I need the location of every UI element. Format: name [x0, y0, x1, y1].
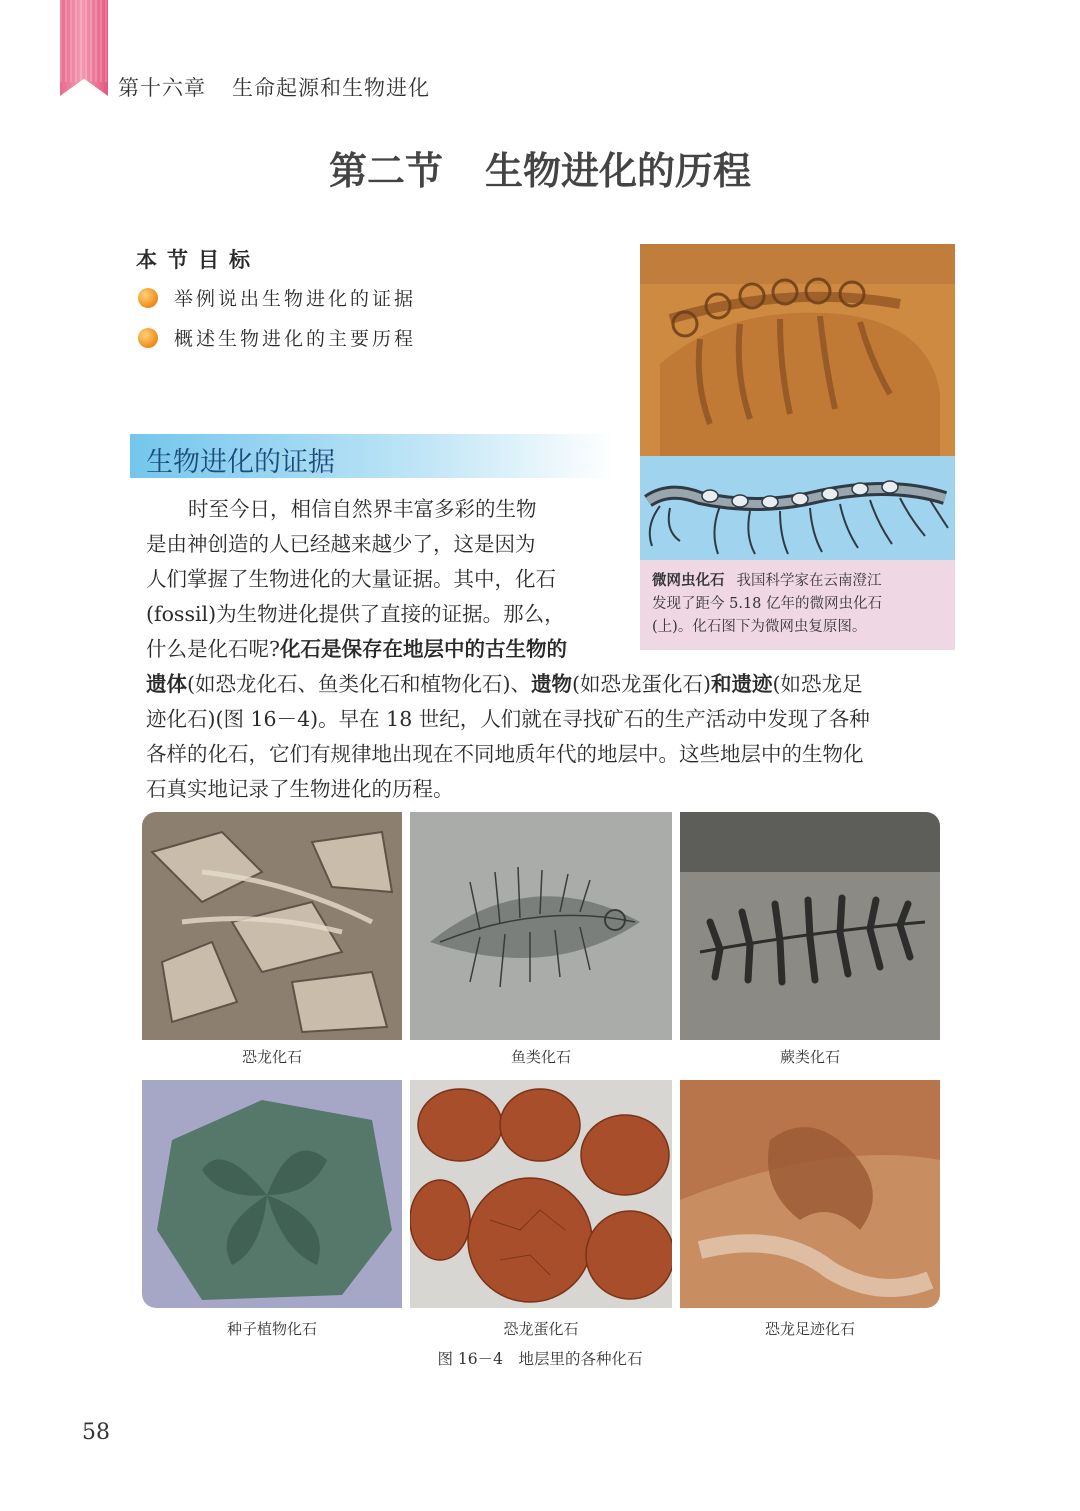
chapter-header — [118, 72, 430, 102]
body-line: 时至今日，相信自然界丰富多彩的生物 — [188, 497, 537, 521]
caption-line: (上)。化石图下为微网虫复原图。 — [652, 619, 867, 635]
body-text: (如恐龙蛋化石) — [572, 672, 711, 696]
body-line: 迹化石)(图 16－4)。早在 18 世纪，人们就在寻找矿石的生产活动中发现了各种 — [146, 707, 870, 731]
photo-caption: 鱼类化石 — [510, 1048, 571, 1066]
seed-plant-fossil-photo — [142, 1080, 402, 1308]
orange-bullet-icon — [138, 288, 158, 308]
microdictyon-fossil-photo — [640, 244, 955, 456]
microdictyon-reconstruction-drawing — [640, 456, 955, 560]
dinosaur-egg-fossil-photo — [410, 1080, 672, 1308]
body-line — [146, 667, 941, 702]
body-bold-text: 遗体 — [146, 672, 187, 696]
body-text: 什么是化石呢? — [146, 637, 280, 661]
section-name: 生物进化的历程 — [485, 149, 752, 193]
dinosaur-fossil-photo — [142, 812, 402, 1040]
body-line: 石真实地记录了生物进化的历程。 — [146, 777, 454, 801]
caption-line: 发现了距今 5.18 亿年的微网虫化石 — [652, 596, 883, 612]
body-text: (如恐龙足 — [772, 672, 863, 696]
chapter-title: 生命起源和生物进化 — [232, 76, 430, 100]
goal-item — [138, 284, 416, 311]
body-line — [146, 632, 626, 667]
body-bold-text: 和 — [711, 672, 732, 696]
figure-caption: 图 16－4 地层里的各种化石 — [437, 1350, 643, 1368]
photo-caption: 恐龙化石 — [241, 1048, 302, 1066]
goal-item — [138, 324, 416, 351]
body-bold-text: 遗迹 — [731, 672, 773, 696]
fish-fossil-photo — [410, 812, 672, 1040]
body-line: 人们掌握了生物进化的大量证据。其中，化石 — [146, 567, 556, 591]
section-number: 第二节 — [328, 149, 443, 193]
photo-caption: 蕨类化石 — [779, 1048, 840, 1066]
photo-caption: 种子植物化石 — [226, 1320, 317, 1338]
section-title — [0, 140, 1080, 195]
body-line: 是由神创造的人已经越来越少了，这是因为 — [146, 532, 536, 556]
photo-caption: 恐龙蛋化石 — [503, 1320, 579, 1338]
ribbon-texture — [60, 0, 108, 82]
goals-heading: 本节目标 — [136, 248, 260, 272]
dinosaur-footprint-fossil-photo — [680, 1080, 940, 1308]
body-line: (fossil)为生物进化提供了直接的证据。那么， — [146, 602, 565, 626]
goal-text: 举例说出生物进化的证据 — [174, 288, 417, 310]
subsection-heading: 生物进化的证据 — [146, 447, 335, 478]
side-figure-caption — [640, 560, 955, 650]
body-text: (如恐龙化石、鱼类化石和植物化石)、 — [187, 672, 531, 696]
body-line: 各样的化石，它们有规律地出现在不同地质年代的地层中。这些地层中的生物化 — [146, 742, 864, 766]
photo-caption: 恐龙足迹化石 — [764, 1320, 855, 1338]
chapter-number: 第十六章 — [118, 76, 206, 100]
page-number: 58 — [82, 1420, 110, 1445]
caption-title: 微网虫化石 — [652, 573, 725, 589]
body-bold-text: 化石是保存在地层中的古生物的 — [280, 637, 567, 661]
orange-bullet-icon — [138, 328, 158, 348]
body-bold-text: 遗物 — [531, 672, 572, 696]
goal-text: 概述生物进化的主要历程 — [174, 328, 417, 350]
fern-fossil-photo — [680, 812, 940, 1040]
caption-line: 我国科学家在云南澄江 — [736, 573, 882, 589]
